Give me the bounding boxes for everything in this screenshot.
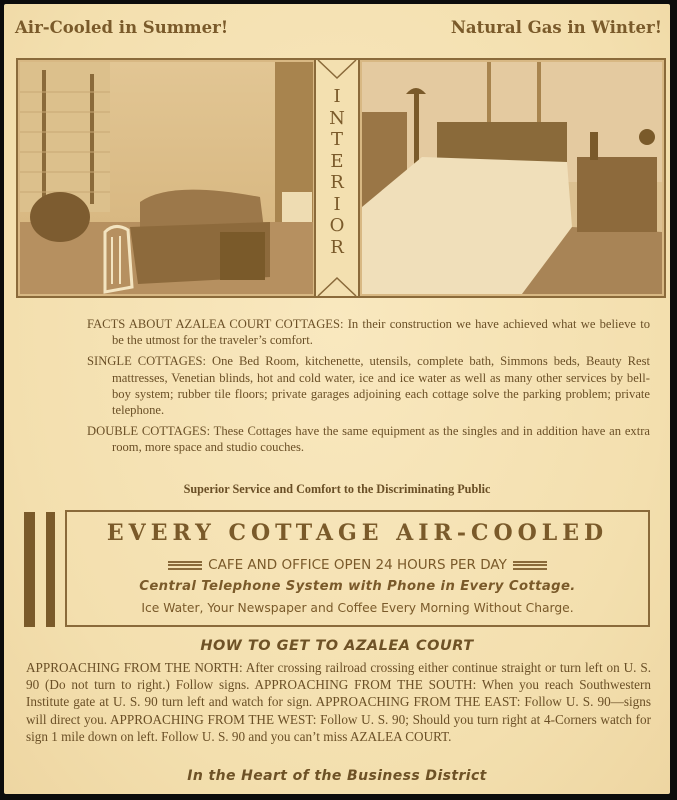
cottage-facts [87,316,650,461]
interior-photos-panel [16,58,666,298]
header-right-slogan: Natural Gas in Winter! [450,18,662,37]
tagline: Superior Service and Comfort to the Discriminating Public [183,482,491,496]
header-left-slogan: Air-Cooled in Summer! [15,18,229,37]
bedroom-illustration [362,62,662,294]
brochure-page [4,4,670,794]
directions-title: HOW TO GET TO AZALEA COURT [200,638,474,654]
triple-line-ornament-icon [168,561,202,570]
banner-subtitle: CAFE AND OFFICE OPEN 24 HOURS PER DAY [208,557,507,573]
triple-line-ornament-icon [513,561,547,570]
double-cottages-paragraph: DOUBLE COTTAGES: These Cottages have the same equipment as the singles and in addition have an extra room, more space and studio couches. [87,424,650,455]
banner-amenities-line: Ice Water, Your Newspaper and Coffee Every Morning Without Charge. [141,601,574,615]
decorative-bar [24,512,35,627]
facts-paragraph: FACTS ABOUT AZALEA COURT COTTAGES: In their construction we have achieved what we believe to be the utmost for the traveler’s comfort. [87,317,650,348]
single-cottages-paragraph: SINGLE COTTAGES: One Bed Room, kitchenette, utensils, complete bath, Simmons beds, Beauty Rest mattresses, Venetian blinds, hot and cold water, ice and ice water as well as many other services by bell-boy system; rubber tile floors; private garages adjoining each cottage solve the parking problem; private telephone. [87,354,650,418]
decorative-bar [46,512,55,627]
living-room-illustration [20,62,313,294]
interior-label-column [314,60,360,296]
banner-title: EVERY COTTAGE AIR-COOLED [106,520,609,546]
directions-body: APPROACHING FROM THE NORTH: After crossing railroad crossing either continue straight or turn left on U. S. 90 (Do not turn to right.) Follow signs. APPROACHING FROM THE SOUTH: When you reach Southwestern Institute gate at U. S. 90 turn left and watch for sign. APPROACHING FROM THE EAST: Follow U. S. 90—signs will direct you. APPROACHING FROM THE WEST: Follow U. S. 90; Should you turn right at 4-Corners watch for sign 1 mile down on left. Follow U. S. 90 and you can’t miss AZALEA COURT. [26,660,651,744]
banner-telephone-line: Central Telephone System with Phone in Every Cottage. [139,579,576,594]
bedroom-photo [362,62,662,294]
amenities-banner [65,510,650,627]
living-room-photo [20,62,313,294]
banner-subtitle-row [67,557,648,573]
footer-slogan: In the Heart of the Business District [187,768,487,784]
interior-vertical-label: I N T E R I O R [329,86,345,258]
